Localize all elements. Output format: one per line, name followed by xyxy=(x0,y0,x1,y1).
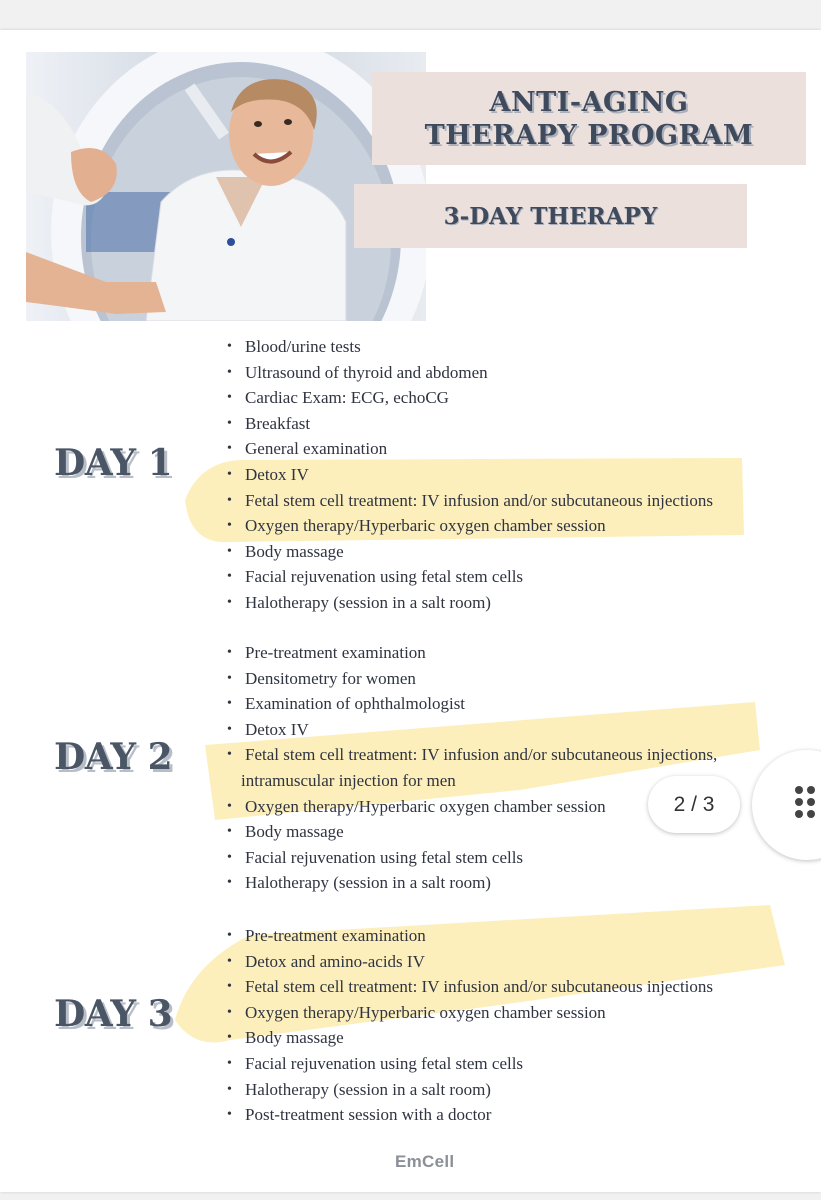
list-item: • Detox and amino-acids IV xyxy=(245,949,713,975)
list-item: • Fetal stem cell treatment: IV infusion and/or subcutaneous injections xyxy=(245,974,713,1000)
list-item: • Post-treatment session with a doctor xyxy=(245,1102,713,1128)
list-item: • Body massage xyxy=(245,819,717,845)
list-item: • Facial rejuvenation using fetal stem cells xyxy=(245,1051,713,1077)
list-item: • Halotherapy (session in a salt room) xyxy=(245,1077,713,1103)
list-item: • Oxygen therapy/Hyperbaric oxygen chamber session xyxy=(245,1000,713,1026)
page-indicator[interactable]: 2 / 3 xyxy=(648,776,740,833)
list-item-continuation: intramuscular injection for men xyxy=(241,770,456,790)
list-item: • Examination of ophthalmologist xyxy=(245,691,717,717)
list-item: • Facial rejuvenation using fetal stem cells xyxy=(245,564,713,590)
list-item: • Body massage xyxy=(245,1025,713,1051)
list-item: • Ultrasound of thyroid and abdomen xyxy=(245,360,713,386)
list-item: • Detox IV xyxy=(245,717,717,743)
list-item: • Blood/urine tests xyxy=(245,334,713,360)
list-item: • Cardiac Exam: ECG, echoCG xyxy=(245,385,713,411)
day-2-list xyxy=(241,640,718,896)
day-3-list xyxy=(245,923,713,1128)
day-1-list xyxy=(245,334,713,616)
document-page xyxy=(0,30,821,1192)
list-item: • Breakfast xyxy=(245,411,713,437)
program-subtitle: 3-DAY THERAPY xyxy=(443,202,658,230)
list-item: • Halotherapy (session in a salt room) xyxy=(245,590,713,616)
list-item: • Oxygen therapy/Hyperbaric oxygen chamber session xyxy=(245,513,713,539)
list-item: • General examination xyxy=(245,436,713,462)
brand-logo: EmCell xyxy=(395,1152,455,1171)
day-3-label: DAY 3 xyxy=(54,993,173,1035)
day-1-label: DAY 1 xyxy=(54,442,173,484)
grid-dots-icon xyxy=(752,750,821,860)
list-item: • Facial rejuvenation using fetal stem cells xyxy=(245,845,717,871)
list-item: • Pre-treatment examination xyxy=(245,640,717,666)
program-title-line-2: THERAPY PROGRAM xyxy=(424,119,754,151)
grid-menu-button[interactable] xyxy=(752,750,821,860)
list-item: • Oxygen therapy/Hyperbaric oxygen chamber session xyxy=(245,794,717,820)
list-item: • Densitometry for women xyxy=(245,666,717,692)
list-item: • Fetal stem cell treatment: IV infusion and/or subcutaneous injections xyxy=(245,488,713,514)
list-item: • Body massage xyxy=(245,539,713,565)
list-item: • Halotherapy (session in a salt room) xyxy=(245,870,717,896)
list-item: • Pre-treatment examination xyxy=(245,923,713,949)
list-item: • Fetal stem cell treatment: IV infusion and/or subcutaneous injections, xyxy=(245,742,717,768)
day-2-label: DAY 2 xyxy=(54,736,173,778)
list-item: • Detox IV xyxy=(245,462,713,488)
program-title-line-1: ANTI-AGING xyxy=(489,86,689,118)
